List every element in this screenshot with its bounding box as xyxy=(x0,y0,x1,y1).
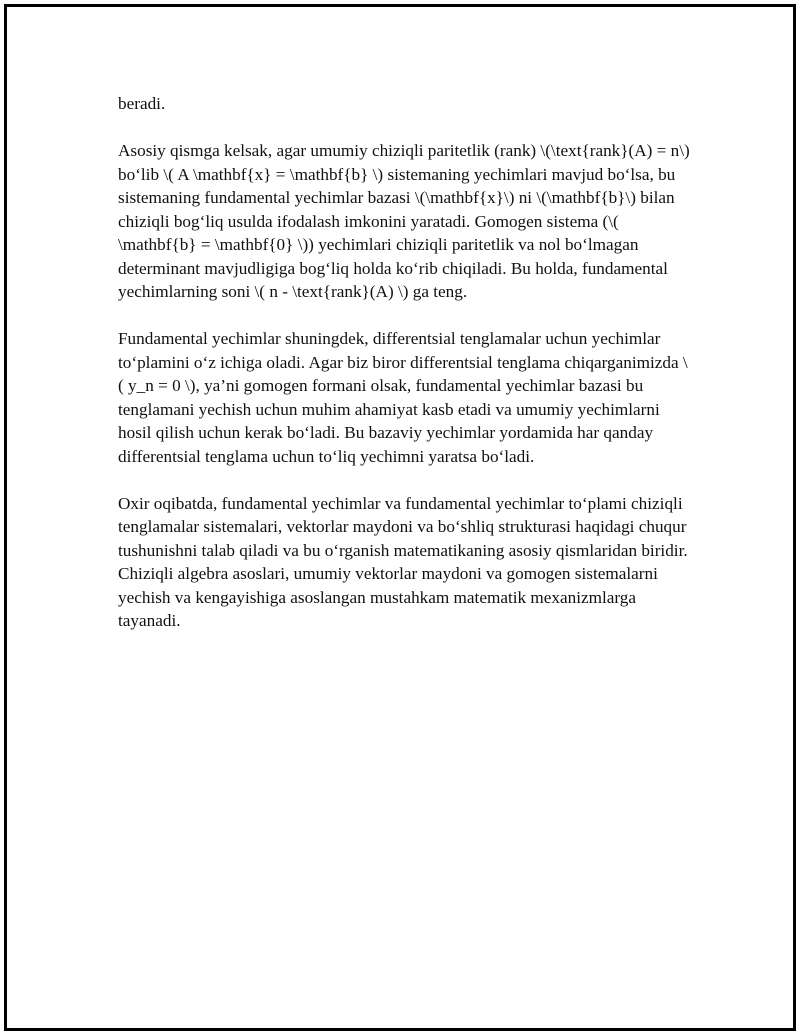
paragraph-continuation: beradi. xyxy=(118,94,166,113)
paragraph-conclusion: Oxir oqibatda, fundamental yechimlar va fundamental yechimlar to‘plami chiziqli tenglamalar sistemalari, vektorlar maydoni va bo‘shliq strukturasi haqidagi chuqur tushunishni talab qiladi va bu o‘rganish matematikaning asosiy qismlaridan biridir. Chiziqli algebra asoslari, umumiy vektorlar maydoni va gomogen sistemalarni yechish va kengayishiga asoslangan mustahkam matematik mexanizmlarga tayanadi. xyxy=(118,493,688,630)
paragraph-differential-equations: Fundamental yechimlar shuningdek, differentsial tenglamalar uchun yechimlar to‘plamini o‘z ichiga oladi. Agar biz biror differentsial tenglama chiqarganimizda \( y_n = 0 \), ya’ni gomogen formani olsak, fundamental yechimlar bazasi bu tenglamani yechish uchun muhim ahamiyat kasb etadi va umumiy yechimlarni hosil qilish uchun kerak bo‘ladi. Bu bazaviy yechimlar yordamida har qanday differentsial tenglama uchun to‘liq yechimni yaratsa bo‘ladi. xyxy=(118,329,688,466)
paragraph-rank: Asosiy qismga kelsak, agar umumiy chiziqli paritetlik (rank) \(\text{rank}(A) = n\) bo‘lib \( A \mathbf{x} = \mathbf{b} \) sistemaning yechimlari mavjud bo‘lsa, bu sistemaning fundamental yechimlar bazasi \(\mathbf{x}\) ni \(\mathbf{b}\) bilan chiziqli bog‘liq usulda ifodalash imkonini yaratadi. Gomogen sistema (\( \mathbf{b} = \mathbf{0} \)) yechimlari chiziqli paritetlik va nol bo‘lmagan determinant mavjudligiga bog‘liq holda ko‘rib chiqiladi. Bu holda, fundamental yechimlarning soni \( n - \text{rank}(A) \) ga teng. xyxy=(118,141,690,301)
document-body xyxy=(118,92,690,656)
